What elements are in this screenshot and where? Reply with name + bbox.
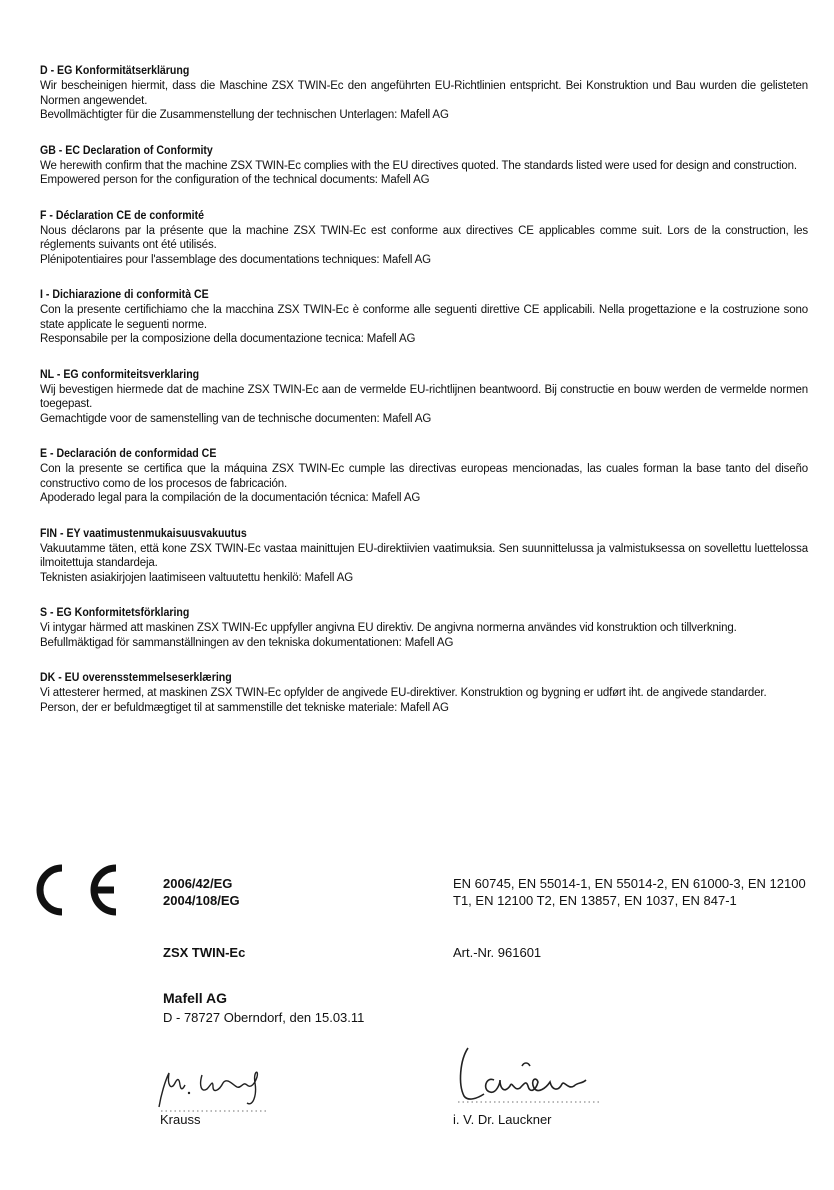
- declaration-body: Vi intygar härmed att maskinen ZSX TWIN-Ec uppfyller angivna EU direktiv. De angivna normerna användes vid konstruktion och tillverkning.: [40, 622, 737, 634]
- declaration-title: E - Declaración de conformidad CE: [40, 448, 217, 460]
- declaration-title: I - Dichiarazione di conformità CE: [40, 289, 209, 301]
- directives-list: [163, 875, 240, 909]
- declaration-responsible: Empowered person for the configuration of the technical documents: Mafell AG: [40, 174, 430, 186]
- declarations-list: [40, 64, 808, 736]
- declaration-se: [40, 606, 808, 650]
- declaration-responsible: Bevollmächtigter für die Zusammenstellung der technischen Unterlagen: Mafell AG: [40, 109, 449, 121]
- declaration-it: [40, 288, 808, 347]
- declaration-title: FIN - EY vaatimustenmukaisuusvakuutus: [40, 527, 247, 540]
- declaration-title: NL - EG conformiteitsverklaring: [40, 368, 200, 381]
- directive: 2006/42/EG: [163, 876, 233, 891]
- declaration-responsible: Gemachtigde voor de samenstelling van de technische documenten: Mafell AG: [40, 412, 432, 425]
- company-name: Mafell AG: [163, 990, 228, 1006]
- company-block: [163, 988, 364, 1028]
- article-number: Art.-Nr. 961601: [453, 945, 542, 960]
- declaration-es: [40, 447, 808, 506]
- declaration-body: Con la presente certifichiamo che la macchina ZSX TWIN-Ec è conforme alle seguenti direttive CE applicabili. Nella progettazione e la costruzione sono state applicate le seguenti norme.: [40, 304, 808, 331]
- declaration-responsible: Teknisten asiakirjojen laatimiseen valtuutettu henkilö: Mafell AG: [40, 571, 354, 584]
- declaration-title: S - EG Konformitetsförklaring: [40, 607, 190, 619]
- declaration-dk: [40, 671, 808, 715]
- declaration-title: D - EG Konformitätserklärung: [40, 65, 190, 77]
- declaration-responsible: Responsabile per la composizione della documentazione tecnica: Mafell AG: [40, 333, 416, 345]
- declaration-body: Vi attesterer hermed, at maskinen ZSX TWIN-Ec opfylder de angivede EU-direktiver. Konstruktion og bygning er udført iht. de angivede standarder.: [40, 687, 767, 699]
- declaration-responsible: Befullmäktigad för sammanställningen av den tekniska dokumentationen: Mafell AG: [40, 636, 454, 649]
- declaration-responsible: Person, der er befuldmægtiget til at sammenstille det tekniske materiale: Mafell AG: [40, 701, 449, 714]
- declaration-de: [40, 64, 808, 123]
- place-date: D - 78727 Oberndorf, den 15.03.11: [163, 1010, 365, 1025]
- signature-lauckner-icon: [450, 1040, 620, 1110]
- declaration-nl: [40, 368, 808, 427]
- declaration-body: Wir bescheinigen hiermit, dass die Maschine ZSX TWIN-Ec den angeführten EU-Richtlinien entspricht. Bei Konstruktion und Bau wurden die gelisteten Normen angewendet.: [40, 80, 808, 107]
- declaration-gb: [40, 144, 808, 188]
- declaration-fi: [40, 527, 808, 586]
- signature-krauss-icon: [147, 1055, 317, 1115]
- declaration-responsible: Apoderado legal para la compilación de la documentación técnica: Mafell AG: [40, 492, 421, 504]
- declaration-body: Vakuutamme täten, että kone ZSX TWIN-Ec vastaa mainittujen EU-direktiivien vaatimuksia. Sen suunnittelussa ja valmistuksessa on sovellettu luettelossa ilmoitettuja standardeja.: [40, 542, 808, 569]
- declaration-body: We herewith confirm that the machine ZSX TWIN-Ec complies with the EU directives quoted. The standards listed were used for design and construction.: [40, 159, 797, 172]
- signatory-name: i. V. Dr. Lauckner: [453, 1112, 552, 1127]
- standards-list: EN 60745, EN 55014-1, EN 55014-2, EN 61000-3, EN 12100 T1, EN 12100 T2, EN 13857, EN 1037, EN 847-1: [453, 876, 806, 908]
- declaration-title: GB - EC Declaration of Conformity: [40, 144, 213, 157]
- declaration-title: DK - EU overensstemmelseserklæring: [40, 672, 232, 684]
- declaration-body: Nous déclarons par la présente que la machine ZSX TWIN-Ec est conforme aux directives CE applicables comme suit. Lors de la construction, les réglements suivants ont été utilisés.: [40, 224, 808, 251]
- declaration-responsible: Plénipotentiaires pour l'assemblage des documentations techniques: Mafell AG: [40, 253, 431, 266]
- declaration-body: Con la presente se certifica que la máquina ZSX TWIN-Ec cumple las directivas europeas mencionadas, las cuales forman la base tanto del diseño constructivo como de los procesos de fabricación.: [40, 463, 808, 490]
- ce-mark-icon: [34, 862, 124, 918]
- model-name: ZSX TWIN-Ec: [163, 945, 246, 960]
- declaration-body: Wij bevestigen hiermede dat de machine ZSX TWIN-Ec aan de vermelde EU-richtlijnen beantwoord. Bij constructie en bouw werden de vermelde normen toegepast.: [40, 383, 808, 410]
- declaration-title: F - Déclaration CE de conformité: [40, 209, 205, 222]
- directive: 2004/108/EG: [163, 893, 240, 908]
- signatory-name: Krauss: [160, 1112, 201, 1127]
- declaration-fr: [40, 209, 808, 268]
